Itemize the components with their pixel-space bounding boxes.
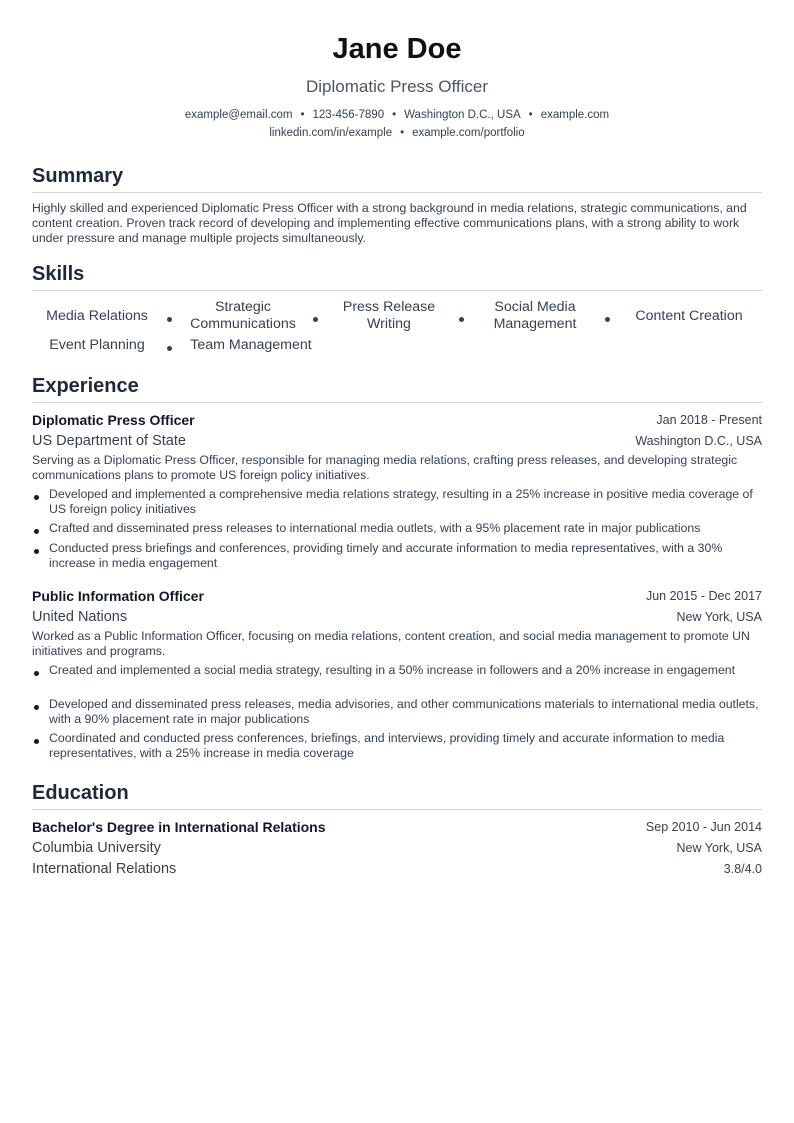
job-dates: Jun 2015 - Dec 2017 bbox=[645, 589, 762, 603]
skill-item: Strategic Communications bbox=[190, 299, 296, 332]
phone-text: 123-456-7890 bbox=[312, 109, 385, 121]
skills-heading: Skills bbox=[32, 263, 85, 285]
experience-heading: Experience bbox=[32, 375, 139, 397]
candidate-name: Jane Doe bbox=[332, 33, 462, 65]
bullet-dot-icon bbox=[34, 739, 39, 744]
education-school: Columbia University bbox=[32, 840, 161, 856]
skill-item: Team Management bbox=[190, 337, 312, 353]
summary-heading: Summary bbox=[32, 165, 124, 187]
website-link[interactable]: example.com bbox=[540, 109, 610, 121]
separator-dot-icon: • bbox=[528, 109, 533, 121]
separator-dot-icon: • bbox=[300, 109, 305, 121]
skill-item: Event Planning bbox=[49, 337, 145, 353]
education-dates: Sep 2010 - Jun 2014 bbox=[645, 820, 762, 834]
bullet-dot-icon bbox=[34, 705, 39, 710]
job-description: Worked as a Public Information Officer, focusing on media relations, content creation, and social media management to promote UN initiatives and programs. bbox=[32, 629, 750, 658]
portfolio-link[interactable]: example.com/portfolio bbox=[412, 127, 525, 139]
job-bullet: Coordinated and conducted press conferences, briefings, and interviews, providing timely and accurate information to media representatives, with a 25% increase in media coverage bbox=[49, 731, 725, 760]
job-bullet: Conducted press briefings and conferences, providing timely and accurate information to media representatives, with a 30% increase in media engagement bbox=[49, 541, 723, 570]
section-divider bbox=[32, 402, 762, 403]
skill-separator-dot-icon bbox=[605, 317, 610, 322]
skill-item: Media Relations bbox=[46, 308, 148, 324]
skill-separator-dot-icon bbox=[167, 317, 172, 322]
job-location: New York, USA bbox=[676, 610, 762, 624]
separator-dot-icon: • bbox=[392, 109, 397, 121]
skill-item: Content Creation bbox=[635, 308, 743, 324]
education-gpa: 3.8/4.0 bbox=[723, 862, 762, 876]
bullet-dot-icon bbox=[34, 495, 39, 500]
linkedin-link[interactable]: linkedin.com/in/example bbox=[269, 127, 393, 139]
job-role: Diplomatic Press Officer bbox=[32, 412, 195, 428]
bullet-dot-icon bbox=[34, 549, 39, 554]
contact-line-2 bbox=[0, 125, 794, 141]
skill-item: Press Release Writing bbox=[342, 299, 436, 332]
section-divider bbox=[32, 809, 762, 810]
skill-separator-dot-icon bbox=[167, 346, 172, 351]
separator-dot-icon: • bbox=[400, 127, 405, 139]
bullet-dot-icon bbox=[34, 529, 39, 534]
education-heading: Education bbox=[32, 782, 129, 804]
email-link[interactable]: example@email.com bbox=[184, 109, 293, 121]
education-degree: Bachelor's Degree in International Relations bbox=[32, 819, 326, 835]
job-location: Washington D.C., USA bbox=[635, 434, 762, 448]
job-bullet: Created and implemented a social media strategy, resulting in a 50% increase in followers and a 20% increase in engagement bbox=[49, 663, 736, 677]
skill-separator-dot-icon bbox=[459, 317, 464, 322]
bullet-dot-icon bbox=[34, 671, 39, 676]
education-location: New York, USA bbox=[676, 841, 762, 855]
skill-item: Social Media Management bbox=[493, 299, 577, 332]
job-dates: Jan 2018 - Present bbox=[656, 413, 762, 427]
section-divider bbox=[32, 192, 762, 193]
education-field: International Relations bbox=[32, 861, 177, 877]
job-role: Public Information Officer bbox=[32, 588, 204, 604]
job-organization: US Department of State bbox=[32, 433, 186, 449]
location-text: Washington D.C., USA bbox=[404, 109, 521, 121]
job-bullet: Crafted and disseminated press releases to international media outlets, with a 95% placement rate in major publications bbox=[49, 521, 701, 535]
summary-text: Highly skilled and experienced Diplomatic Press Officer with a strong background in media relations, strategic communications, and content creation. Proven track record of developing and implementing effective communications plans, with a strong ability to work under pressure and manage multiple projects simultaneously. bbox=[32, 201, 747, 245]
job-description: Serving as a Diplomatic Press Officer, responsible for managing media relations, crafting press releases, and developing strategic communications plans to promote US foreign policy initiatives. bbox=[32, 453, 738, 482]
section-divider bbox=[32, 290, 762, 291]
candidate-title: Diplomatic Press Officer bbox=[305, 77, 488, 96]
job-bullet: Developed and implemented a comprehensive media relations strategy, resulting in a 25% increase in positive media coverage of US foreign policy initiatives bbox=[49, 487, 753, 516]
job-organization: United Nations bbox=[32, 609, 128, 625]
job-bullet: Developed and disseminated press releases, media advisories, and other communications materials to international media outlets, with a 90% placement rate in major publications bbox=[49, 697, 759, 726]
skill-separator-dot-icon bbox=[313, 317, 318, 322]
contact-line-1 bbox=[0, 107, 794, 123]
